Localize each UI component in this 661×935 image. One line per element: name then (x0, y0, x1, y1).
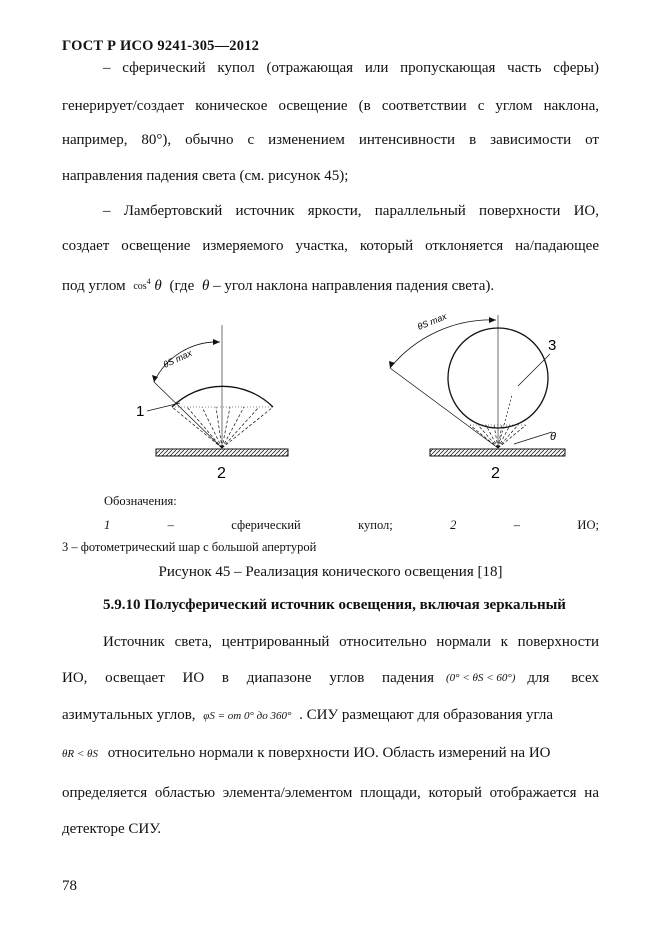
paragraph-line-math (62, 743, 599, 764)
dome-rays (172, 407, 273, 448)
angle-label: θS max (161, 347, 194, 370)
legend-row (104, 518, 599, 533)
sphere-max-angle-line (390, 368, 498, 448)
paragraph-line: генерирует/создает коническое освещение (в соответствии с углом наклона, (62, 98, 599, 114)
text-prefix: под углом (62, 278, 126, 294)
text-suffix: – угол наклона направления падения света). (213, 278, 495, 294)
text-mid: (где (169, 278, 195, 294)
sphere-diagram (389, 311, 565, 482)
figure-45 (136, 310, 580, 495)
legend-dash: – (513, 518, 521, 532)
legend-text: купол; (358, 518, 393, 532)
paragraph-line: – сферический купол (отражающая или пропускающая часть сферы) (103, 60, 599, 76)
dome-diagram (136, 325, 288, 482)
paragraph-line: – Ламбертовский источник яркости, параллельный поверхности ИО, (103, 203, 599, 219)
paragraph-line: Источник света, центрированный относительно нормали к поверхности (103, 634, 599, 650)
text: относительно нормали к поверхности ИО. Область измерений на ИО (107, 745, 551, 761)
math-theta: θ (201, 278, 210, 294)
angle-label: θS max (416, 311, 448, 332)
math-theta-r: θR < θS (62, 748, 98, 760)
callout-leader (518, 354, 550, 386)
math-exponent: 4 (146, 277, 151, 286)
legend-text: ИО; (577, 518, 599, 532)
text: . СИУ размещают для образования угла (299, 707, 554, 723)
paragraph-line-math (62, 705, 599, 726)
text: ИО, освещает ИО в диапазоне углов падения (62, 670, 434, 686)
sample-surface (156, 449, 288, 456)
paragraph-line-math (62, 272, 599, 297)
dome-arc (172, 386, 273, 407)
legend-text: сферический (231, 518, 301, 532)
text: азимутальных углов, (62, 707, 196, 723)
math-azimuth: φS = от 0° до 360° (203, 710, 292, 722)
legend-key: 2 (450, 518, 457, 532)
paragraph-line: создает освещение измеряемого участка, который отклоняется на/падающее (62, 238, 599, 254)
theta-label: θ (550, 431, 556, 443)
figure-caption: Рисунок 45 – Реализация конического освещения [18] (158, 564, 503, 580)
text: для всех (527, 670, 599, 686)
callout-1: 1 (136, 403, 145, 420)
math-theta: θ (154, 278, 162, 294)
paragraph-line: например, 80°), обычно с изменением интенсивности в зависимости от (62, 132, 599, 148)
arrow-head (213, 339, 220, 345)
legend-dash: – (167, 518, 174, 532)
dome-max-angle-line (154, 382, 222, 448)
paragraph-line: определяется областью элемента/элементом площади, который отображается на (62, 785, 599, 801)
document-header: ГОСТ Р ИСО 9241-305—2012 (62, 38, 260, 54)
label-2: 2 (217, 465, 226, 482)
arrow-head (489, 317, 496, 323)
legend-key: 1 (104, 518, 111, 532)
legend-title: Обозначения: (104, 494, 177, 508)
page-number: 78 (62, 878, 77, 894)
paragraph-line-math (62, 668, 599, 688)
theta-indicator (514, 432, 552, 444)
math-cos: cos (133, 280, 147, 292)
section-title: 5.9.10 Полусферический источник освещения, включая зеркальный (103, 597, 566, 613)
label-2: 2 (491, 465, 500, 482)
legend-row-2: 3 – фотометрический шар с большой апертурой (62, 540, 317, 554)
math-range: (0° < θS < 60°) (446, 672, 516, 684)
paragraph-line: детекторе СИУ. (62, 821, 162, 837)
callout-3: 3 (548, 337, 557, 354)
sample-surface (430, 449, 565, 456)
paragraph-line: направления падения света (см. рисунок 45); (62, 168, 349, 184)
arrow-head (389, 361, 395, 368)
sphere-angle-arc (390, 320, 496, 368)
